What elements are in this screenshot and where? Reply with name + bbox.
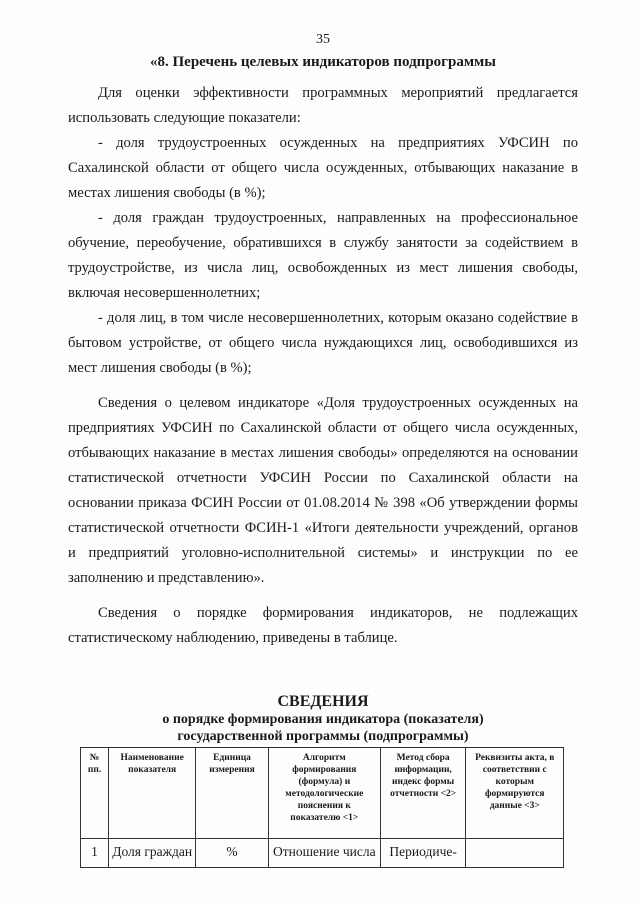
paragraph-indicator-1: - доля трудоустроенных осужденных на предприятиях УФСИН по Сахалинской области от общего числа осужденных, отбывающих наказание в местах лишения свободы (в %); bbox=[68, 135, 578, 201]
table-cell: 1 bbox=[81, 839, 109, 868]
paragraph-table-reference: Сведения о порядке формирования индикаторов, не подлежащих статистическому наблюдению, приведены в таблице. bbox=[68, 605, 578, 646]
table-cell: Отношение числа bbox=[268, 839, 380, 868]
svedenia-subtitle-2: государственной программы (подпрограммы) bbox=[177, 729, 469, 744]
header-indicator-name: Наименование показателя bbox=[109, 748, 196, 839]
table-header-row bbox=[81, 748, 564, 839]
section-title: «8. Перечень целевых индикаторов подпрограммы bbox=[150, 54, 496, 70]
table-cell bbox=[466, 839, 564, 868]
table-row bbox=[81, 839, 564, 868]
indicator-table bbox=[80, 747, 564, 868]
paragraph-indicator-2: - доля граждан трудоустроенных, направленных на профессиональное обучение, переобучение, обратившихся в службу занятости за содействием в трудоустройстве, из числа лиц, освобожденных из мест лишения свободы, включая несовершеннолетних; bbox=[68, 210, 578, 301]
table-cell: Доля граждан bbox=[109, 839, 196, 868]
document-page bbox=[68, 32, 578, 868]
paragraph-indicator-source: Сведения о целевом индикаторе «Доля трудоустроенных осужденных на предприятиях УФСИН по Сахалинской области от общего числа осужденных, отбывающих наказание в местах лишения свободы» определяются на основании статистической отчетности УФСИН России по Сахалинской области на основании приказа ФСИН России от 01.08.2014 № 398 «Об утверждении формы статистической отчетности ФСИН-1 «Итоги деятельности учреждений, органов и предприятий уголовно-исполнительной системы» и инструкции по ее заполнению и представлению». bbox=[68, 395, 578, 586]
header-act-details: Реквизиты акта, в соответствии с которым формируются данные <3> bbox=[466, 748, 564, 839]
svedenia-subtitle-1: о порядке формирования индикатора (показателя) bbox=[162, 712, 484, 727]
svedenia-heading bbox=[68, 693, 578, 745]
page-number: 35 bbox=[316, 32, 330, 47]
svedenia-title: СВЕДЕНИЯ bbox=[277, 693, 369, 710]
paragraph-indicator-3: - доля лиц, в том числе несовершеннолетних, которым оказано содействие в бытовом устройстве, от общего числа нуждающихся лиц, освободившихся из мест лишения свободы (в %); bbox=[68, 310, 578, 376]
header-unit: Единица измерения bbox=[196, 748, 269, 839]
header-collection-method: Метод сбора информации, индекс формы отчетности <2> bbox=[380, 748, 466, 839]
header-algorithm: Алгоритм формирования (формула) и методологические пояснения к показателю <1> bbox=[268, 748, 380, 839]
table-cell: % bbox=[196, 839, 269, 868]
header-number: № пп. bbox=[81, 748, 109, 839]
table-cell: Периодиче- bbox=[380, 839, 466, 868]
paragraph-intro: Для оценки эффективности программных мероприятий предлагается использовать следующие показатели: bbox=[68, 85, 578, 126]
